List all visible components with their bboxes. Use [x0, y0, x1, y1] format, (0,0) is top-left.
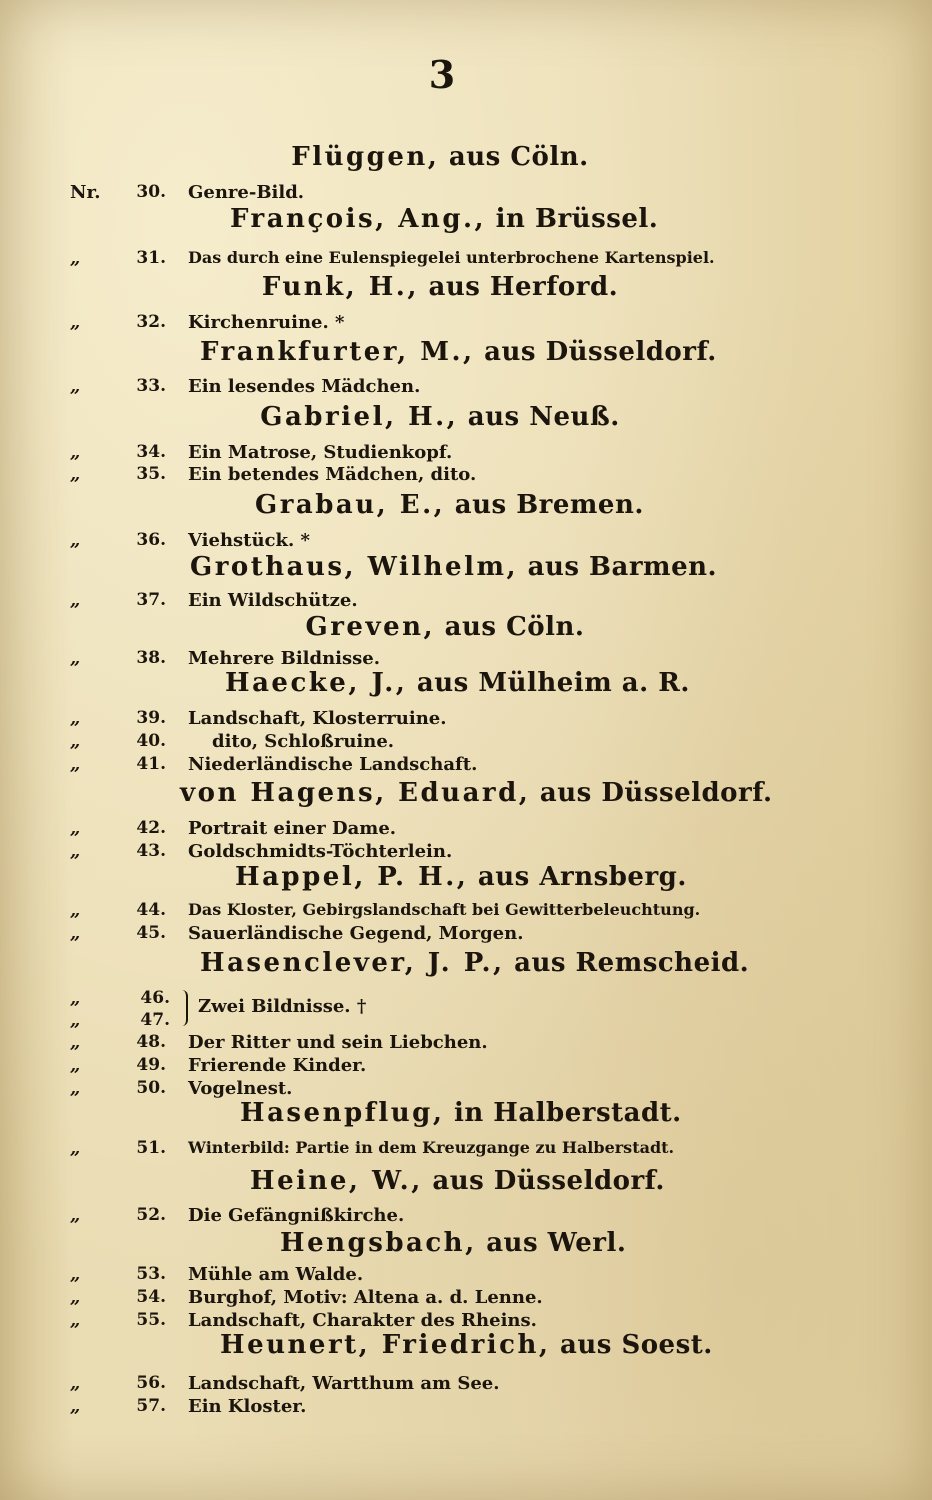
artist-origin: aus Barmen. [527, 552, 718, 582]
entry-number: 41. [136, 754, 166, 774]
entry-number: 52. [136, 1205, 166, 1225]
entry-prefix: „ [70, 590, 81, 611]
entry-number: 35. [136, 464, 166, 484]
artist-heading [240, 1098, 682, 1128]
entry-title: Das durch eine Eulenspiegelei unterbrochene Kartenspiel. [188, 248, 715, 267]
entry-number: 39. [136, 708, 166, 728]
entry-prefix: „ [70, 754, 81, 775]
entry-number: 32. [136, 312, 166, 332]
entry-prefix: „ [70, 1138, 81, 1159]
artist-heading [220, 1330, 713, 1360]
entry-number: 56. [136, 1373, 166, 1393]
artist-heading [260, 272, 620, 302]
artist-name: Grothaus, Wilhelm, [190, 552, 519, 582]
artist-origin: aus Arnsberg. [477, 862, 687, 892]
artist-origin: aus Düsseldorf. [432, 1166, 665, 1196]
entry-title: Goldschmidts-Töchterlein. [188, 841, 453, 862]
artist-name: Funk, H., [261, 272, 419, 302]
entry-prefix: „ [70, 923, 81, 944]
artist-heading [260, 402, 620, 432]
entry-title: Burghof, Motiv: Altena a. d. Lenne. [188, 1287, 543, 1308]
artist-heading [250, 1166, 665, 1196]
entry-number: 54. [136, 1287, 166, 1307]
artist-origin: aus Soest. [560, 1330, 713, 1360]
entry-title: Niederländische Landschaft. [188, 754, 478, 775]
grouping-brace [178, 990, 188, 1026]
entry-title: Mehrere Bildnisse. [188, 648, 380, 669]
entry-number: 55. [136, 1310, 166, 1330]
entry-prefix: „ [70, 708, 81, 729]
artist-origin: aus Remscheid. [514, 948, 750, 978]
entry-prefix: „ [70, 464, 81, 485]
entry-title: dito, Schloßruine. [212, 731, 395, 752]
artist-heading [235, 862, 687, 892]
artist-name: Flüggen, [291, 142, 440, 172]
artist-heading [300, 612, 590, 642]
artist-origin: aus Mülheim a. R. [416, 668, 690, 698]
artist-origin: aus Werl. [486, 1228, 627, 1258]
entry-number: 50. [136, 1078, 166, 1098]
entry-number: 36. [136, 530, 166, 550]
entry-number: 46. [140, 988, 170, 1008]
entry-number: 42. [136, 818, 166, 838]
entry-title: Das Kloster, Gebirgslandschaft bei Gewitterbeleuchtung. [188, 900, 701, 919]
artist-name: Hengsbach, [280, 1228, 477, 1258]
artist-name: Hasenclever, J. P., [200, 948, 505, 978]
entry-title: Viehstück. * [188, 530, 310, 551]
entry-prefix: „ [70, 1078, 81, 1099]
entry-title: Ein lesendes Mädchen. [188, 376, 421, 397]
entry-title: Zwei Bildnisse. † [198, 996, 367, 1017]
artist-name: Happel, P. H., [235, 862, 469, 892]
entry-number: 48. [136, 1032, 166, 1052]
artist-name: Heine, W., [250, 1166, 423, 1196]
entry-prefix: „ [70, 988, 81, 1009]
entry-title: Ein betendes Mädchen, dito. [188, 464, 477, 485]
entry-title: Ein Wildschütze. [188, 590, 358, 611]
artist-name: von Hagens, Eduard, [180, 778, 531, 808]
artist-origin: in Brüssel. [495, 204, 659, 234]
entry-number: 37. [136, 590, 166, 610]
entry-title: Kirchenruine. * [188, 312, 345, 333]
entry-number: 44. [136, 900, 166, 920]
entry-prefix: „ [70, 376, 81, 397]
artist-origin: aus Neuß. [467, 402, 620, 432]
entry-title: Portrait einer Dame. [188, 818, 397, 839]
entry-prefix: „ [70, 900, 81, 921]
entry-title: Der Ritter und sein Liebchen. [188, 1032, 488, 1053]
entry-prefix: „ [70, 731, 81, 752]
page-number: 3 [428, 52, 456, 97]
artist-heading [225, 668, 690, 698]
entry-title: Sauerländische Gegend, Morgen. [188, 923, 524, 944]
entry-title: Ein Kloster. [188, 1396, 307, 1417]
entry-prefix: „ [70, 1055, 81, 1076]
artist-origin: aus Bremen. [454, 490, 644, 520]
entry-prefix: „ [70, 1373, 81, 1394]
entry-number: 53. [136, 1264, 166, 1284]
entry-title: Landschaft, Klosterruine. [188, 708, 447, 729]
entry-prefix: „ [70, 312, 81, 333]
entry-number: 45. [136, 923, 166, 943]
artist-heading [255, 490, 644, 520]
artist-heading [230, 204, 659, 234]
entry-title: Ein Matrose, Studienkopf. [188, 442, 453, 463]
entry-prefix: „ [70, 1396, 81, 1417]
entry-number: 49. [136, 1055, 166, 1075]
entry-number: 51. [136, 1138, 166, 1158]
entry-prefix: „ [70, 1010, 81, 1031]
entry-number: 30. [136, 182, 166, 202]
entry-prefix: „ [70, 530, 81, 551]
entry-title: Landschaft, Charakter des Rheins. [188, 1310, 537, 1331]
artist-name: Gabriel, H., [260, 402, 459, 432]
entry-number: 40. [136, 731, 166, 751]
entry-number: 34. [136, 442, 166, 462]
entry-number: 57. [136, 1396, 166, 1416]
entry-prefix: „ [70, 442, 81, 463]
artist-name: Greven, [305, 612, 436, 642]
entry-number: 38. [136, 648, 166, 668]
entry-prefix: Nr. [70, 182, 101, 203]
artist-origin: aus Herford. [428, 272, 619, 302]
artist-heading [190, 552, 718, 582]
artist-origin: aus Cöln. [448, 142, 589, 172]
artist-heading [280, 1228, 627, 1258]
entry-prefix: „ [70, 248, 81, 269]
artist-origin: aus Düsseldorf. [539, 778, 773, 808]
entry-number: 43. [136, 841, 166, 861]
entry-prefix: „ [70, 1032, 81, 1053]
entry-title: Landschaft, Wartthum am See. [188, 1373, 500, 1394]
entry-number: 33. [136, 376, 166, 396]
artist-heading [180, 778, 773, 808]
artist-origin: aus Cöln. [444, 612, 585, 642]
artist-name: Grabau, E., [255, 490, 446, 520]
entry-prefix: „ [70, 1310, 81, 1331]
artist-heading [250, 142, 630, 172]
entry-prefix: „ [70, 841, 81, 862]
entry-prefix: „ [70, 1205, 81, 1226]
entry-title: Vogelnest. [188, 1078, 293, 1099]
artist-origin: aus Düsseldorf. [484, 337, 717, 367]
entry-number: 47. [140, 1010, 170, 1030]
artist-heading [200, 337, 717, 367]
artist-name: Haecke, J., [225, 668, 408, 698]
entry-title: Die Gefängnißkirche. [188, 1205, 405, 1226]
entry-prefix: „ [70, 1287, 81, 1308]
entry-prefix: „ [70, 648, 81, 669]
artist-name: Frankfurter, M., [200, 337, 475, 367]
artist-name: Heunert, Friedrich, [220, 1330, 551, 1360]
entry-number: 31. [136, 248, 166, 268]
entry-title: Winterbild: Partie in dem Kreuzgange zu Halberstadt. [188, 1138, 675, 1157]
artist-heading [200, 948, 750, 978]
artist-origin: in Halberstadt. [453, 1098, 682, 1128]
artist-name: Hasenpflug, [240, 1098, 445, 1128]
entry-prefix: „ [70, 818, 81, 839]
entry-title: Frierende Kinder. [188, 1055, 367, 1076]
entry-title: Mühle am Walde. [188, 1264, 364, 1285]
artist-name: François, Ang., [230, 204, 487, 234]
entry-prefix: „ [70, 1264, 81, 1285]
entry-title: Genre-Bild. [188, 182, 305, 203]
